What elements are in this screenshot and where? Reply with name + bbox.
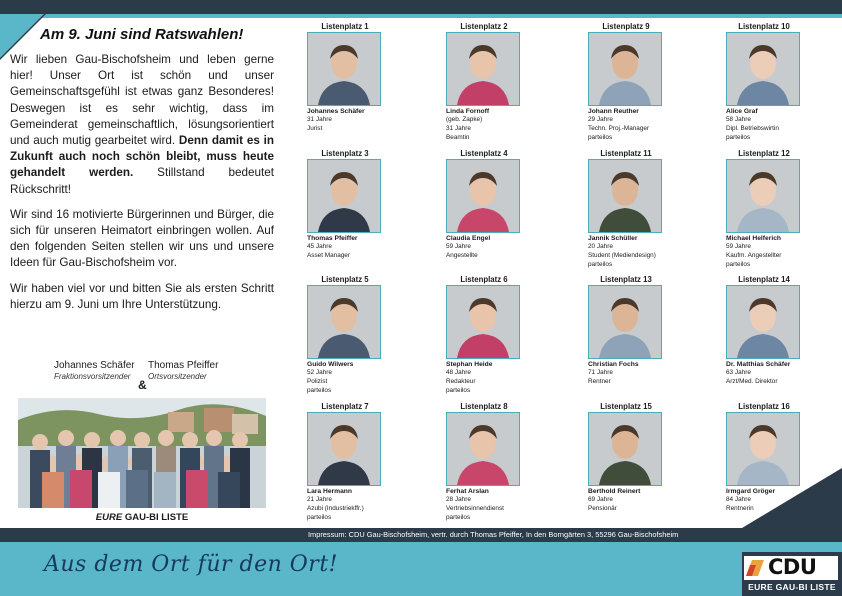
candidate-card: [446, 22, 556, 143]
top-accent-stripe: [0, 14, 842, 18]
candidate-detail: parteilos: [446, 514, 471, 522]
candidate-detail: parteilos: [446, 387, 471, 395]
signature-role: Fraktionsvorsitzender: [54, 372, 131, 381]
intro-paragraph-1: [10, 52, 274, 198]
candidate-photo: [588, 285, 662, 359]
listenplatz-label: Listenplatz 1: [321, 22, 369, 31]
candidate-photo: [726, 285, 800, 359]
candidate-photo: [588, 412, 662, 486]
candidate-photo: [307, 32, 381, 106]
signature-name: Johannes Schäfer: [54, 360, 135, 371]
candidate-detail: 69 Jahre: [588, 496, 613, 503]
candidate-name: Michael Helferich: [726, 235, 782, 242]
candidate-photo: [446, 32, 520, 106]
candidate-detail: 84 Jahre: [726, 496, 751, 503]
candidate-name: Guido Wilwers: [307, 361, 354, 368]
intro-p1-bold: Denn damit es in Zukunft auch noch schön bleibt, muss heute gehandelt werden.: [10, 134, 274, 180]
cdu-logo-text: CDU: [768, 555, 817, 579]
candidate-name: Christian Fochs: [588, 361, 639, 368]
intro-text: [10, 52, 274, 322]
listenplatz-label: Listenplatz 12: [738, 149, 790, 158]
candidate-photo: [307, 159, 381, 233]
listenplatz-label: Listenplatz 5: [321, 275, 369, 284]
candidate-card: [726, 149, 836, 270]
signature-name: Thomas Pfeiffer: [148, 360, 219, 371]
candidate-detail: parteilos: [307, 514, 332, 522]
signature-johannes: [54, 360, 135, 381]
candidate-name: Johannes Schäfer: [307, 108, 365, 115]
intro-p1-a: Wir lieben Gau-Bischofsheim und leben gerne hier! Unser Ort ist schön und unser Gemeinschaftsgefühl ist etwas ganz Besonderes! Deswegen ist es sehr wichtig, dass im Gemeinderat gemeinschaftlich, lösungsorientiert und auch mutig gearbeitet wird.: [10, 53, 274, 148]
candidate-photo: [588, 32, 662, 106]
headline: Am 9. Juni sind Ratswahlen!: [40, 26, 244, 43]
cdu-logo-subtitle: EURE GAU-BI LISTE: [748, 582, 836, 592]
candidate-card: [588, 275, 698, 386]
candidate-name: Claudia Engel: [446, 235, 491, 242]
candidate-name: Stephan Heide: [446, 361, 493, 368]
candidate-detail: Polizist: [307, 378, 328, 386]
candidate-name: Ferhat Arslan: [446, 488, 489, 495]
group-caption-rest: GAU-BI LISTE: [122, 512, 189, 523]
candidate-detail: Redakteur: [446, 378, 476, 386]
signature-thomas: [148, 360, 218, 381]
candidate-card: [588, 402, 698, 513]
candidate-detail: 45 Jahre: [307, 243, 332, 250]
candidate-card: [588, 22, 698, 143]
candidate-name: Irmgard Gröger: [726, 488, 776, 495]
candidate-detail: Student (Mediendesign): [588, 252, 656, 260]
candidate-photo: [446, 412, 520, 486]
candidate-card: [726, 402, 836, 513]
candidate-card: [588, 149, 698, 270]
candidate-photo: [446, 285, 520, 359]
candidate-card: [726, 22, 836, 143]
candidate-detail: 71 Jahre: [588, 369, 613, 376]
listenplatz-label: Listenplatz 2: [460, 22, 508, 31]
listenplatz-label: Listenplatz 14: [738, 275, 790, 284]
candidate-name: Berthold Reinert: [588, 488, 641, 495]
candidate-card: [446, 275, 556, 396]
group-caption-em: EURE: [95, 512, 123, 523]
candidate-detail: Dipl. Betriebswirtin: [726, 125, 779, 133]
candidate-photo: [446, 159, 520, 233]
intro-p1-b: Stillstand bedeutet Rückschritt!: [10, 166, 274, 196]
listenplatz-label: Listenplatz 16: [738, 402, 790, 411]
listenplatz-label: Listenplatz 10: [738, 22, 790, 31]
candidate-detail: Vertriebsinnendienst: [446, 505, 504, 513]
candidate-name: Dr. Matthias Schäfer: [726, 361, 791, 368]
candidate-detail: 52 Jahre: [307, 369, 332, 376]
candidate-detail: Techn. Proj.-Manager: [588, 125, 650, 133]
candidate-detail: parteilos: [588, 134, 613, 142]
group-caption: [18, 512, 266, 523]
candidate-detail: 59 Jahre: [446, 243, 471, 250]
candidate-detail: Angestellte: [446, 252, 478, 260]
flag-icon: [746, 560, 764, 576]
candidate-detail: parteilos: [726, 134, 751, 142]
candidate-detail: 21 Jahre: [307, 496, 332, 503]
candidate-card: [446, 149, 556, 260]
candidate-detail: Azubi (Industriekffr.): [307, 505, 364, 513]
candidate-name: Lara Hermann: [307, 488, 352, 495]
impressum-text: Impressum: CDU Gau-Bischofsheim, vertr. durch Thomas Pfeiffer, In den Borngärten 3, 55296 Gau-Bischofsheim: [308, 530, 679, 539]
candidate-detail: Kaufm. Angestellter: [726, 252, 782, 260]
candidate-photo: [726, 32, 800, 106]
candidate-photo: [307, 285, 381, 359]
candidate-detail: Jurist: [307, 125, 323, 133]
group-photo: [18, 398, 266, 508]
candidate-detail: Rentner: [588, 378, 611, 386]
listenplatz-label: Listenplatz 8: [460, 402, 508, 411]
listenplatz-label: Listenplatz 6: [460, 275, 508, 284]
candidate-detail: 31 Jahre: [307, 116, 332, 123]
candidate-detail: 58 Jahre: [726, 116, 751, 123]
ampersand: &: [138, 378, 147, 392]
candidate-card: [307, 275, 417, 396]
candidate-detail: parteilos: [726, 261, 751, 269]
listenplatz-label: Listenplatz 13: [600, 275, 652, 284]
top-bar: [0, 0, 842, 14]
candidate-photo: [726, 159, 800, 233]
candidate-detail: 31 Jahre: [446, 125, 471, 133]
candidate-card: [307, 402, 417, 523]
candidate-detail: 20 Jahre: [588, 243, 613, 250]
candidate-name: Alice Graf: [726, 108, 758, 115]
listenplatz-label: Listenplatz 9: [602, 22, 650, 31]
candidate-name: Johann Reuther: [588, 108, 639, 115]
candidate-detail: Beamtin: [446, 134, 470, 142]
listenplatz-label: Listenplatz 7: [321, 402, 369, 411]
candidate-name: Thomas Pfeiffer: [307, 235, 358, 242]
candidate-card: [307, 22, 417, 133]
candidate-detail: parteilos: [307, 387, 332, 395]
candidate-detail: (geb. Zapke): [446, 116, 483, 123]
candidate-detail: 59 Jahre: [726, 243, 751, 250]
candidate-name: Jannik Schüller: [588, 235, 638, 242]
candidate-detail: parteilos: [588, 261, 613, 269]
candidate-detail: Arzt/Med. Direktor: [726, 378, 778, 386]
candidate-detail: Asset Manager: [307, 252, 350, 260]
listenplatz-label: Listenplatz 15: [600, 402, 652, 411]
intro-paragraph-2: Wir sind 16 motivierte Bürgerinnen und Bürger, die sich für unseren Heimatort einbringen wollen. Auf den folgenden Seiten stellen wir uns und unsere Ideen für Gau-Bischofsheim vor.: [10, 207, 274, 270]
candidate-card: [726, 275, 836, 386]
candidate-name: Linda Fornoff: [446, 108, 490, 115]
candidate-detail: 28 Jahre: [446, 496, 471, 503]
impressum-bar: [0, 528, 842, 542]
candidate-card: [307, 149, 417, 260]
listenplatz-label: Listenplatz 3: [321, 149, 369, 158]
candidate-detail: Pensionär: [588, 505, 617, 513]
candidate-detail: 29 Jahre: [588, 116, 613, 123]
slogan: Aus dem Ort für den Ort!: [44, 552, 339, 577]
candidate-card: [446, 402, 556, 523]
listenplatz-label: Listenplatz 11: [600, 149, 652, 158]
signature-role: Ortsvorsitzender: [148, 372, 207, 381]
candidate-photo: [726, 412, 800, 486]
candidate-photo: [307, 412, 381, 486]
intro-paragraph-3: Wir haben viel vor und bitten Sie als ersten Schritt hierzu am 9. Juni um Ihre Unterstützung.: [10, 281, 274, 311]
candidate-photo: [588, 159, 662, 233]
candidate-detail: 48 Jahre: [446, 369, 471, 376]
listenplatz-label: Listenplatz 4: [460, 149, 508, 158]
candidate-detail: Rentnerin: [726, 505, 754, 513]
candidate-detail: 63 Jahre: [726, 369, 751, 376]
